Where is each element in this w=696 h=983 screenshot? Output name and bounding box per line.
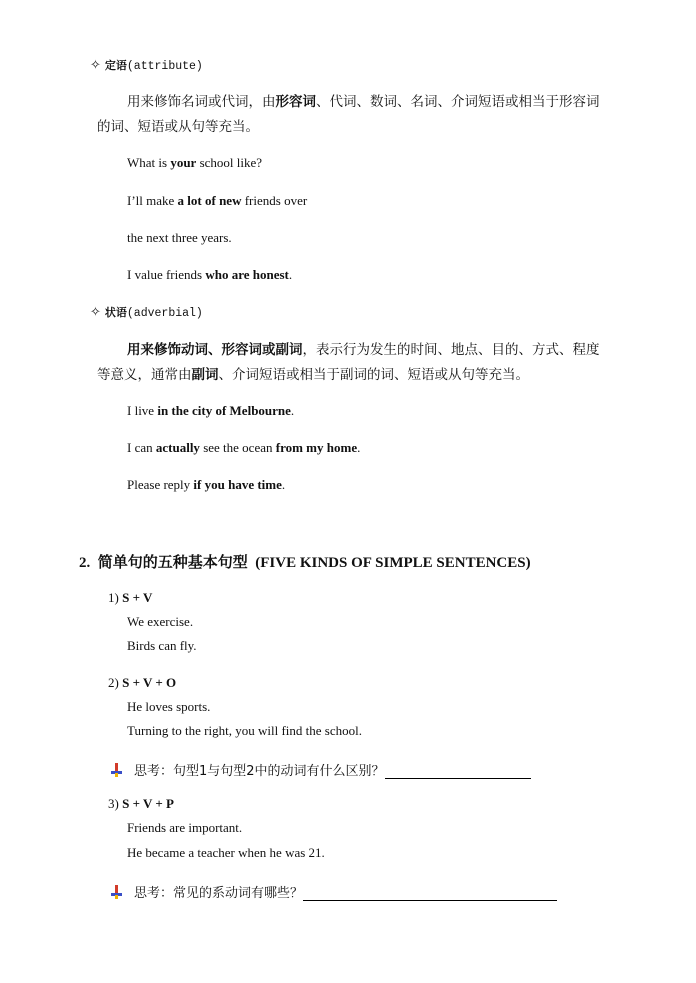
bold-text: 形容词 (275, 94, 316, 110)
section-2-heading (79, 551, 531, 572)
adverbial-example-3 (127, 477, 285, 493)
four-point-star-icon: ✧ (90, 58, 101, 73)
adverbial-example-2 (127, 440, 360, 456)
adverbial-paragraph-line2 (97, 362, 529, 388)
bold-text: 副词 (191, 367, 219, 383)
text: I’ll make (127, 193, 178, 208)
attribute-paragraph-line1 (127, 89, 600, 115)
text: 、介词短语或相当于副词的词、短语或从句等充当。 (218, 367, 529, 383)
attribute-heading (90, 57, 203, 73)
text: 、代词、数词、名词、介词短语或相当于形容词 (316, 94, 600, 110)
text: 等意义，通常由 (97, 367, 192, 383)
bold-text: if you have time (193, 477, 282, 492)
text: 用来修饰名词或代词，由 (127, 94, 276, 110)
text: . (290, 403, 295, 418)
pattern-1-example-2: Birds can fly. (127, 638, 197, 653)
pattern-3-example-1: Friends are important. (127, 820, 243, 835)
answer-blank-1[interactable] (385, 764, 531, 779)
attribute-paragraph-line2: 的词、短语或从句等充当。 (97, 119, 259, 135)
pattern-formula: S + V + P (122, 796, 174, 811)
text: see the ocean (199, 440, 276, 455)
attribute-example-2 (127, 193, 307, 209)
text: . (288, 267, 293, 282)
think-question-1 (110, 760, 531, 779)
bold-text: from my home (275, 440, 358, 455)
bold-text: 用来修饰动词、形容词或副词 (127, 342, 303, 358)
pattern-1-example-1: We exercise. (127, 614, 194, 629)
pattern-1-heading (108, 590, 152, 606)
pattern-2-example-1: He loves sports. (127, 699, 211, 714)
adverbial-paragraph-line1 (127, 337, 600, 363)
attribute-example-1 (127, 155, 262, 171)
four-point-star-icon: ✧ (90, 305, 101, 320)
adverbial-example-1 (127, 403, 294, 419)
think-question-text: 思考：句型1与句型2中的动词有什么区别？ (134, 764, 385, 779)
colored-pin-bullet-icon (110, 763, 124, 777)
pattern-3-example-2: He became a teacher when he was 21. (127, 845, 325, 860)
section-title-cn: 简单句的五种基本句型 (97, 553, 248, 571)
text: 2) (108, 675, 123, 690)
text: Please reply (127, 477, 194, 492)
pattern-formula: S + V (122, 590, 153, 605)
think-question-text: 思考：常见的系动词有哪些？ (134, 886, 304, 901)
colored-pin-bullet-icon (110, 885, 124, 899)
adverbial-label-en: (adverbial) (126, 307, 203, 320)
pattern-3-heading (108, 796, 174, 812)
attribute-label-en: (attribute) (126, 60, 203, 73)
text: . (281, 477, 286, 492)
text: 1) (108, 590, 123, 605)
attribute-example-4 (127, 267, 292, 283)
text: What is (127, 155, 171, 170)
text: I can (127, 440, 156, 455)
bold-text: actually (155, 440, 200, 455)
pattern-2-heading (108, 675, 176, 691)
text: 3) (108, 796, 123, 811)
text: friends over (241, 193, 308, 208)
text: I live (127, 403, 158, 418)
adverbial-heading (90, 304, 203, 320)
bold-text: who are honest (205, 267, 289, 282)
text: ，表示行为发生的时间、地点、目的、方式、程度 (302, 342, 600, 358)
pattern-2-example-2: Turning to the right, you will find the school. (127, 723, 362, 738)
bold-text: in the city of Melbourne (157, 403, 291, 418)
section-title-en: (FIVE KINDS OF SIMPLE SENTENCES) (255, 555, 531, 571)
text: school like? (196, 155, 263, 170)
attribute-label-cn: 定语 (104, 59, 127, 72)
attribute-example-3: the next three years. (127, 230, 232, 245)
bold-text: your (170, 155, 197, 170)
pattern-formula: S + V + O (122, 675, 177, 690)
answer-blank-2[interactable] (303, 886, 557, 901)
think-question-2 (110, 882, 557, 901)
bold-text: a lot of new (177, 193, 242, 208)
section-number: 2. (79, 555, 91, 571)
text: . (357, 440, 361, 455)
text: I value friends (127, 267, 206, 282)
adverbial-label-cn: 状语 (104, 306, 127, 319)
